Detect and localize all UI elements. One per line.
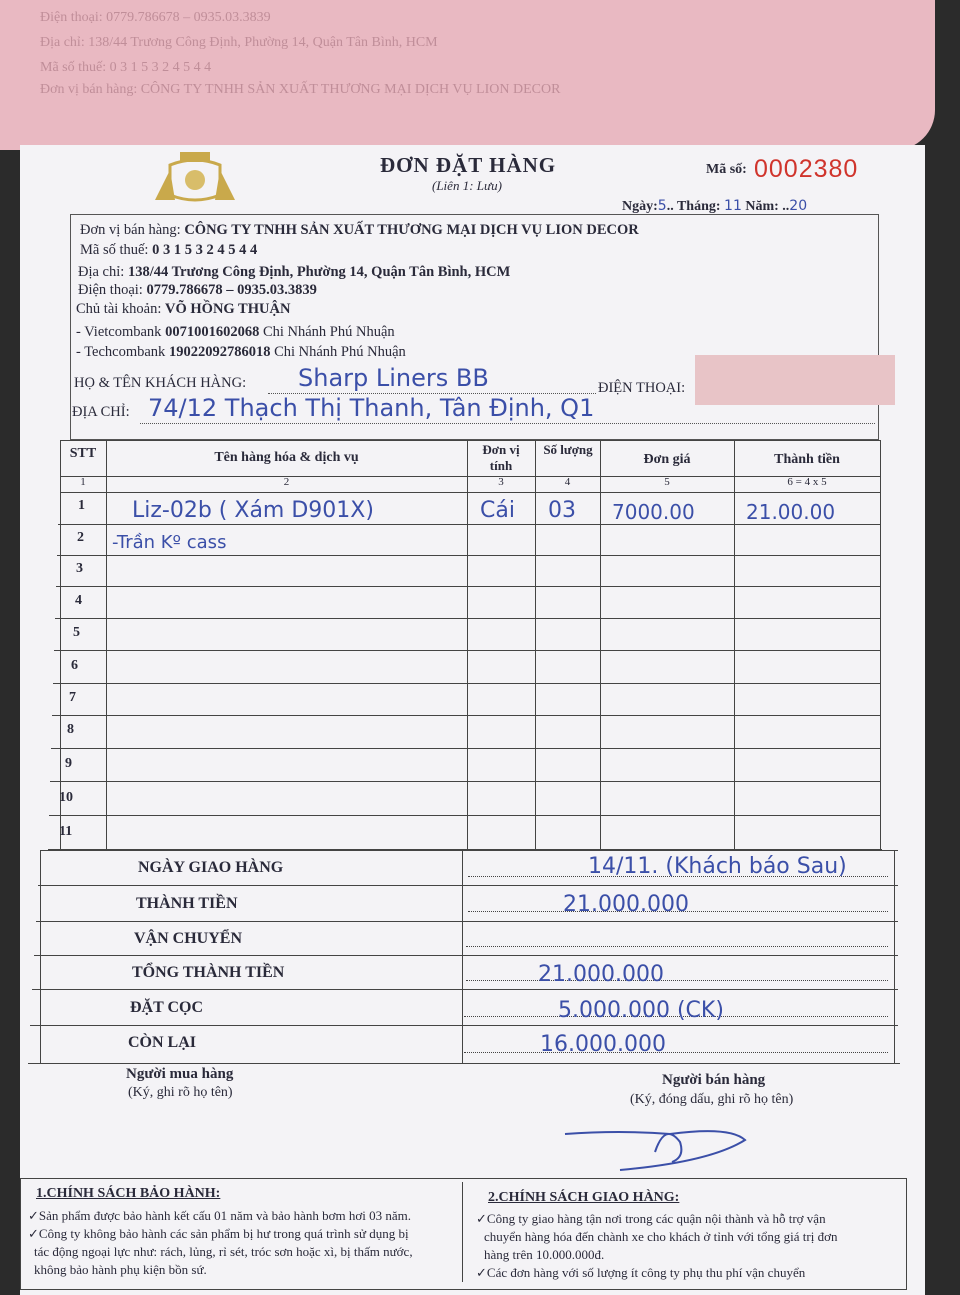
- header-qty: Số lượng: [543, 442, 593, 457]
- summary-label-shipping: VẬN CHUYỂN: [134, 930, 242, 947]
- warranty-line: không bảo hành phụ kiện bồn sứ.: [34, 1262, 207, 1277]
- row-number: 5: [73, 625, 80, 640]
- buyer-sign-note: (Ký, ghi rõ họ tên): [128, 1085, 233, 1100]
- underlying-pink-copy: [0, 0, 935, 150]
- lion-logo-icon: [150, 150, 240, 205]
- bank-vietcombank: - Vietcombank 0071001602068 Chi Nhánh Phú Nhuận: [76, 324, 395, 340]
- header-name: Tên hàng hóa & dịch vụ: [214, 450, 359, 465]
- code-label: Mã số:: [706, 162, 747, 177]
- col-num: 6 = 4 x 5: [787, 476, 827, 488]
- row-number: 9: [65, 756, 72, 771]
- header-unit: Đơn vị tính: [482, 442, 520, 473]
- item-qty: 03: [548, 498, 576, 523]
- customer-name: Sharp Liners BB: [298, 364, 489, 392]
- row-number: 2: [77, 530, 84, 545]
- warranty-line: ✓Công ty không bảo hành các sản phẩm bị hư trong quá trình sử dụng bị: [28, 1226, 409, 1241]
- row-number: 6: [71, 658, 78, 673]
- bank-techcombank: - Techcombank 19022092786018 Chi Nhánh Phú Nhuận: [76, 344, 406, 360]
- ghost-text: Điện thoại: 0779.786678 – 0935.03.3839: [40, 10, 271, 25]
- seller-phone: Điện thoại: 0779.786678 – 0935.03.3839: [78, 282, 317, 298]
- delivery-line: chuyển hàng hóa đến chành xe cho khách ở tỉnh với tổng giá trị đơn: [484, 1229, 838, 1244]
- delivery-line: ✓Công ty giao hàng tận nơi trong các quận nội thành và hỗ trợ vận: [476, 1211, 826, 1226]
- order-code: 0002380: [754, 155, 859, 183]
- row-number: 3: [76, 561, 83, 576]
- seller-unit: Đơn vị bán hàng: CÔNG TY TNHH SẢN XUẤT THƯƠNG MẠI DỊCH VỤ LION DECOR: [80, 222, 639, 238]
- remaining-value: 16.000.000: [540, 1032, 666, 1057]
- customer-name-label: HỌ & TÊN KHÁCH HÀNG:: [74, 375, 247, 391]
- summary-box: [28, 850, 900, 1065]
- row-number: 8: [67, 722, 74, 737]
- seller-sign-label: Người bán hàng: [662, 1072, 766, 1088]
- row-number: 1: [78, 498, 85, 513]
- account-owner: Chủ tài khoản: VÕ HỒNG THUẬN: [76, 301, 291, 317]
- col-num: 3: [498, 476, 504, 488]
- ghost-text: Địa chỉ: 138/44 Trương Công Định, Phường 14, Quận Tân Bình, HCM: [40, 35, 438, 50]
- delivery-line: hàng trên 10.000.000đ.: [484, 1247, 605, 1262]
- customer-address: 74/12 Thạch Thị Thanh, Tân Định, Q1: [148, 394, 595, 422]
- buyer-sign-label: Người mua hàng: [126, 1066, 234, 1082]
- col-num: 2: [283, 476, 290, 488]
- items-table: [60, 440, 880, 850]
- item-price: 7000.00: [612, 500, 695, 524]
- delivery-date-value: 14/11. (Khách báo Sau): [588, 854, 847, 879]
- col-num: 5: [664, 476, 670, 488]
- grand-total-value: 21.000.000: [538, 962, 664, 987]
- customer-address-label: ĐỊA CHỈ:: [72, 404, 130, 420]
- day-label: Ngày:: [622, 199, 658, 214]
- customer-address-line: [140, 423, 875, 424]
- form-subtitle: (Liên 1: Lưu): [432, 178, 502, 193]
- col-num: 4: [564, 476, 571, 488]
- summary-label-remaining: CÒN LẠI: [128, 1034, 197, 1051]
- warranty-line: tác động ngoại lực như: rách, lủng, rỉ sét, tróc sơn hoặc xì, bị thấm nước,: [34, 1244, 413, 1259]
- customer-phone-label: ĐIỆN THOẠI:: [598, 380, 686, 396]
- item-unit: Cái: [480, 498, 515, 523]
- seller-sign-note: (Ký, đóng dấu, ghi rõ họ tên): [630, 1092, 794, 1107]
- warranty-line: ✓Sản phẩm được bảo hành kết cấu 01 năm và bảo hành bơm hơi 03 năm.: [28, 1208, 411, 1223]
- summary-label-subtotal: THÀNH TIỀN: [136, 895, 238, 912]
- seller-signature: [560, 1112, 760, 1177]
- item-name: -Trần Kº cass: [112, 532, 227, 553]
- year-label: Năm:: [745, 199, 779, 214]
- ghost-text: Đơn vị bán hàng: CÔNG TY TNHH SẢN XUẤT THƯƠNG MẠI DỊCH VỤ LION DECOR: [40, 82, 561, 97]
- delivery-title: 2.CHÍNH SÁCH GIAO HÀNG:: [488, 1190, 680, 1205]
- ghost-text: Mã số thuế: 0 3 1 5 3 2 4 5 4 4: [40, 60, 212, 75]
- year-value: 20: [789, 198, 808, 214]
- seller-address: Địa chỉ: 138/44 Trương Công Định, Phường 14, Quận Tân Bình, HCM: [78, 264, 511, 280]
- policy-divider: [462, 1182, 463, 1282]
- month-value: 11: [724, 198, 742, 214]
- header-price: Đơn giá: [643, 452, 691, 467]
- row-number: 10: [59, 790, 73, 805]
- row-number: 7: [69, 690, 76, 705]
- form-title: ĐƠN ĐẶT HÀNG: [380, 153, 557, 177]
- item-name: Liz-02b ( Xám D901X): [132, 498, 374, 523]
- deposit-value: 5.000.000 (CK): [558, 998, 724, 1023]
- summary-label-grand-total: TỔNG THÀNH TIỀN: [132, 964, 285, 981]
- date-line: Ngày:5.. Tháng: 11 Năm: ..20: [622, 198, 808, 214]
- header-stt: STT: [69, 446, 97, 461]
- delivery-line: ✓Các đơn hàng với số lượng ít công ty phụ thu phí vận chuyển: [476, 1265, 806, 1280]
- row-number: 11: [59, 824, 73, 839]
- subtotal-value: 21.000.000: [563, 892, 689, 917]
- row-number: 4: [75, 593, 82, 608]
- redacted-phone: [695, 355, 895, 405]
- summary-label-delivery-date: NGÀY GIAO HÀNG: [138, 859, 284, 876]
- month-label: Tháng:: [676, 199, 721, 214]
- day-value: 5: [657, 198, 667, 214]
- header-total: Thành tiền: [774, 452, 840, 467]
- tax-code: Mã số thuế: 0 3 1 5 3 2 4 5 4 4: [80, 242, 258, 258]
- summary-label-deposit: ĐẶT CỌC: [130, 999, 204, 1016]
- col-num: 1: [80, 476, 86, 488]
- item-total: 21.00.00: [746, 500, 836, 524]
- warranty-title: 1.CHÍNH SÁCH BẢO HÀNH:: [36, 1186, 221, 1201]
